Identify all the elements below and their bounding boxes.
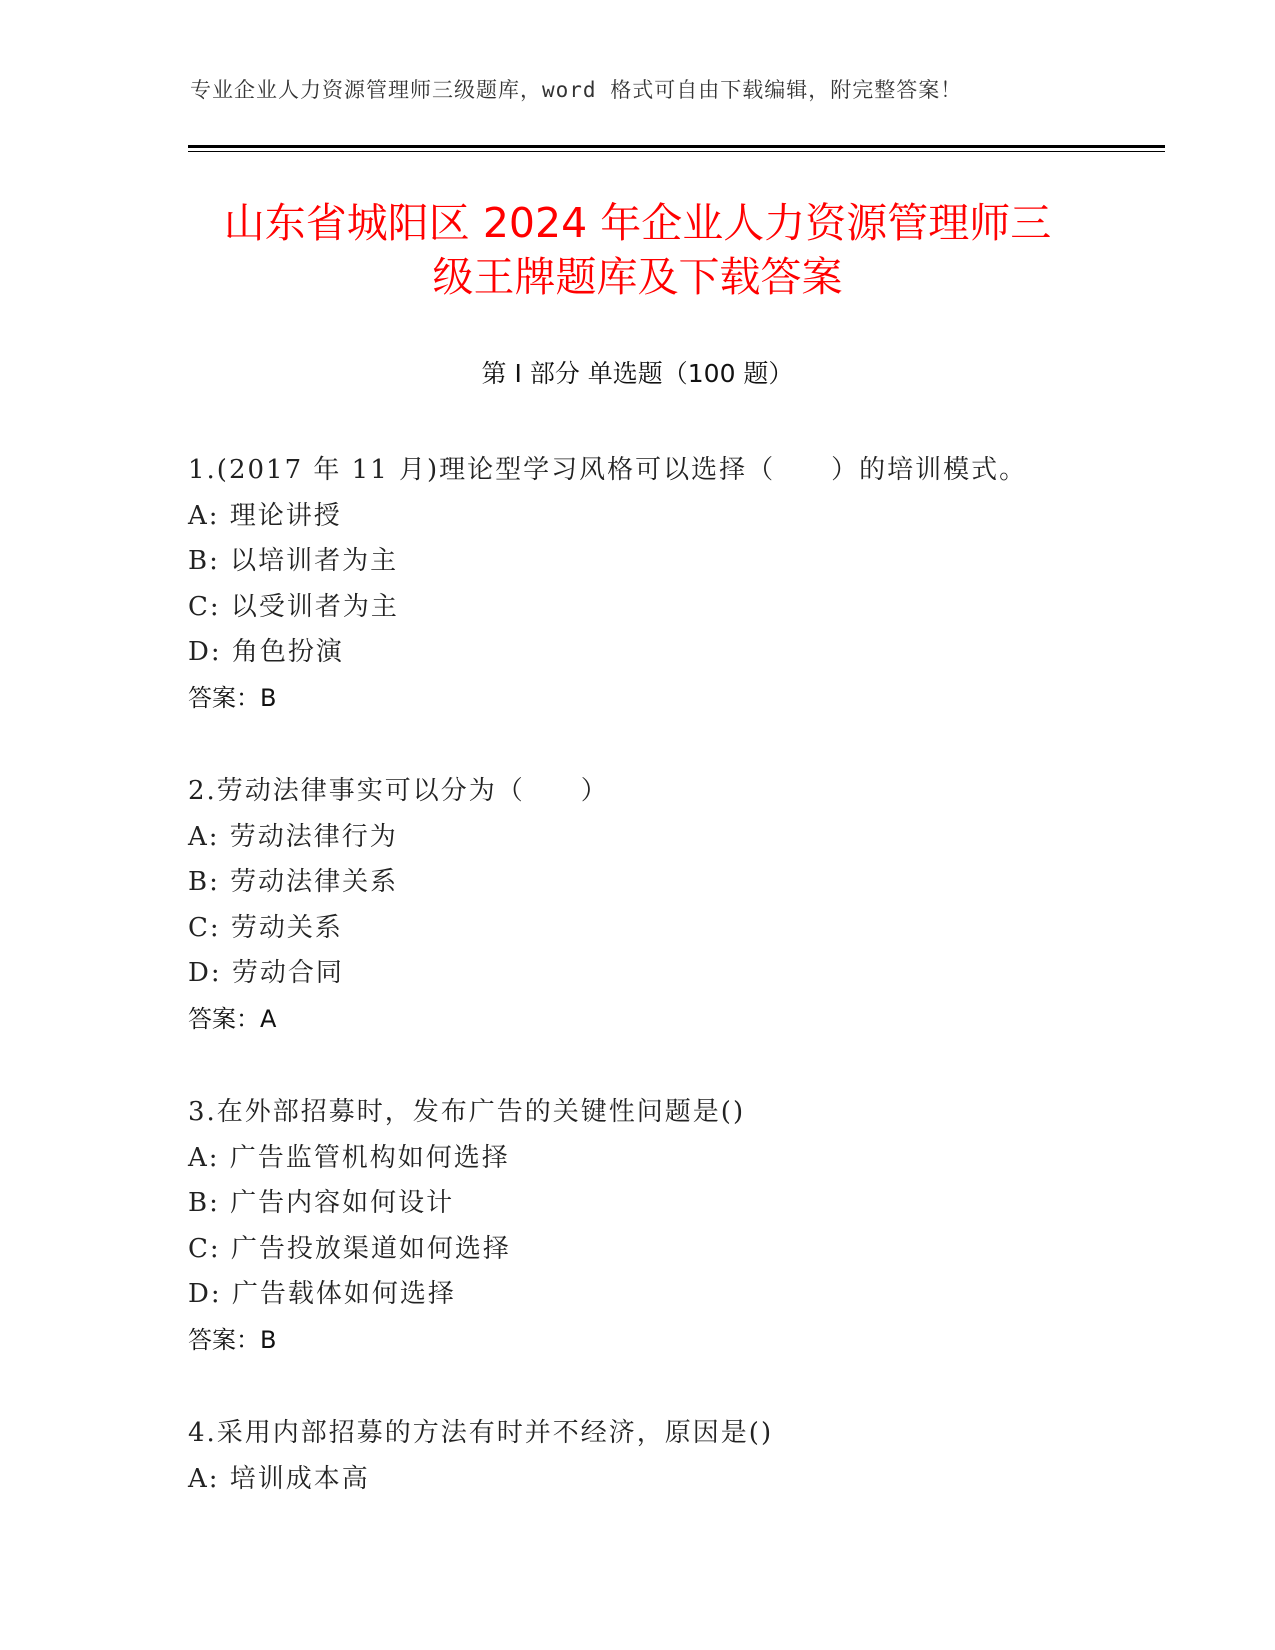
question-4 [188,1411,1168,1502]
header-rule-thick [188,145,1165,148]
option-b: B: 劳动法律关系 [188,867,399,897]
question-1 [188,448,1168,721]
option-c: C: 广告投放渠道如何选择 [188,1233,511,1264]
answer-line: 答案：B [188,683,277,712]
option-d: D: 广告载体如何选择 [188,1279,456,1309]
question-3 [188,1090,1168,1363]
option-a: A: 培训成本高 [188,1463,370,1494]
header-rule-thin [188,151,1165,152]
question-stem: 4.采用内部招募的方法有时并不经济，原因是() [188,1418,774,1448]
section-heading: 第 I 部分 单选题（100 题） [481,359,794,388]
question-stem: 3.在外部招募时，发布广告的关键性问题是() [188,1097,746,1127]
question-list [188,448,1168,1550]
option-a: A: 广告监管机构如何选择 [188,1142,510,1173]
document-title-line-1: 山东省城阳区 2024 年企业人力资源管理师三 [223,199,1052,247]
option-d: D: 角色扮演 [188,637,344,667]
question-stem: 1.(2017 年 11 月)理论型学习风格可以选择（ ）的培训模式。 [188,455,1028,485]
answer-line: 答案：B [188,1325,277,1354]
document-title [150,196,1125,304]
question-2 [188,769,1168,1042]
option-b: B: 广告内容如何设计 [188,1188,455,1218]
question-stem: 2.劳动法律事实可以分为（ ） [188,776,609,806]
option-d: D: 劳动合同 [188,958,344,988]
answer-line: 答案：A [188,1004,277,1033]
option-b: B: 以培训者为主 [188,546,399,576]
document-title-line-2: 级王牌题库及下载答案 [432,253,843,301]
header-note: 专业企业人力资源管理师三级题库，word 格式可自由下载编辑，附完整答案！ [190,78,963,102]
option-c: C: 劳动关系 [188,912,343,943]
option-a: A: 劳动法律行为 [188,821,398,852]
option-a: A: 理论讲授 [188,500,342,531]
option-c: C: 以受训者为主 [188,591,399,622]
